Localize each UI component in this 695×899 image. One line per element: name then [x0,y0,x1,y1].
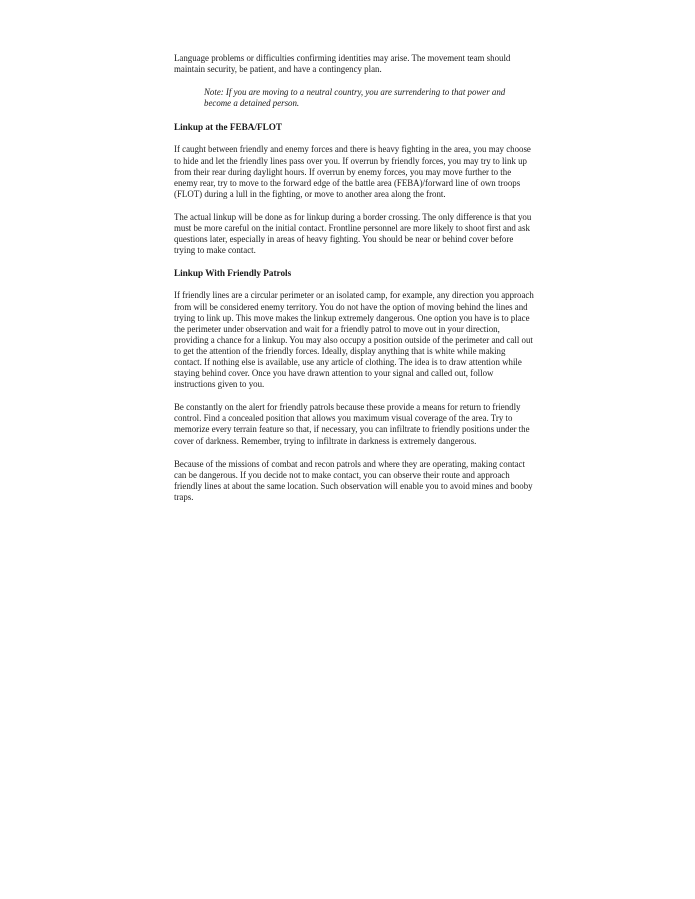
note-text: Note: If you are moving to a neutral country, you are surrendering to that power and become a detained person. [204,87,506,109]
paragraph: If caught between friendly and enemy forces and there is heavy fighting in the area, you may choose to hide and let the friendly lines pass over you. If overrun by friendly forces, you may try to link up from their rear during daylight hours. If overrun by enemy forces, you may move further to the enemy rear, try to move to the forward edge of the battle area (FEBA)/forward line of own troops (FLOT) during a lull in the fighting, or move to another area along the front. [174,144,531,199]
paragraph: The actual linkup will be done as for linkup during a border crossing. The only difference is that you must be more careful on the initial contact. Frontline personnel are more likely to shoot first and ask questions later, especially in areas of heavy fighting. You should be near or behind cover before trying to make contact. [174,211,532,256]
document-page [174,53,534,515]
paragraph: Be constantly on the alert for friendly patrols because these provide a means for return to friendly control. Find a concealed position that allows you maximum visual coverage of the area. Try to memorize every terrain feature so that, if necessary, you can infiltrate to friendly positions under the cover of darkness. Remember, trying to infiltrate in darkness is extremely dangerous. [174,402,530,446]
paragraph: If friendly lines are a circular perimeter or an isolated camp, for example, any direction you approach from will be considered enemy territory. You do not have the option of moving behind the lines and trying to link up. This move makes the linkup extremely dangerous. One option you have is to place the perimeter under observation and wait for a friendly patrol to move out in your direction, providing a chance for a linkup. You may also occupy a position outside of the perimeter and call out to get the attention of the friendly forces. Ideally, display anything that is white while making contact. If nothing else is available, use any article of clothing. The idea is to draw attention while staying behind cover. Once you have drawn attention to your signal and called out, follow instructions given to you. [174,290,534,390]
section-heading-friendly-patrols: Linkup With Friendly Patrols [174,268,292,279]
paragraph: Because of the missions of combat and recon patrols and where they are operating, making contact can be dangerous. If you decide not to make contact, you can observe their route and approach friendly lines at about the same location. Such observation will enable you to avoid mines and booby traps. [174,458,533,502]
intro-paragraph: Language problems or difficulties confirming identities may arise. The movement team should maintain security, be patient, and have a contingency plan. [174,53,511,75]
section-heading-feba-flot: Linkup at the FEBA/FLOT [174,122,282,133]
